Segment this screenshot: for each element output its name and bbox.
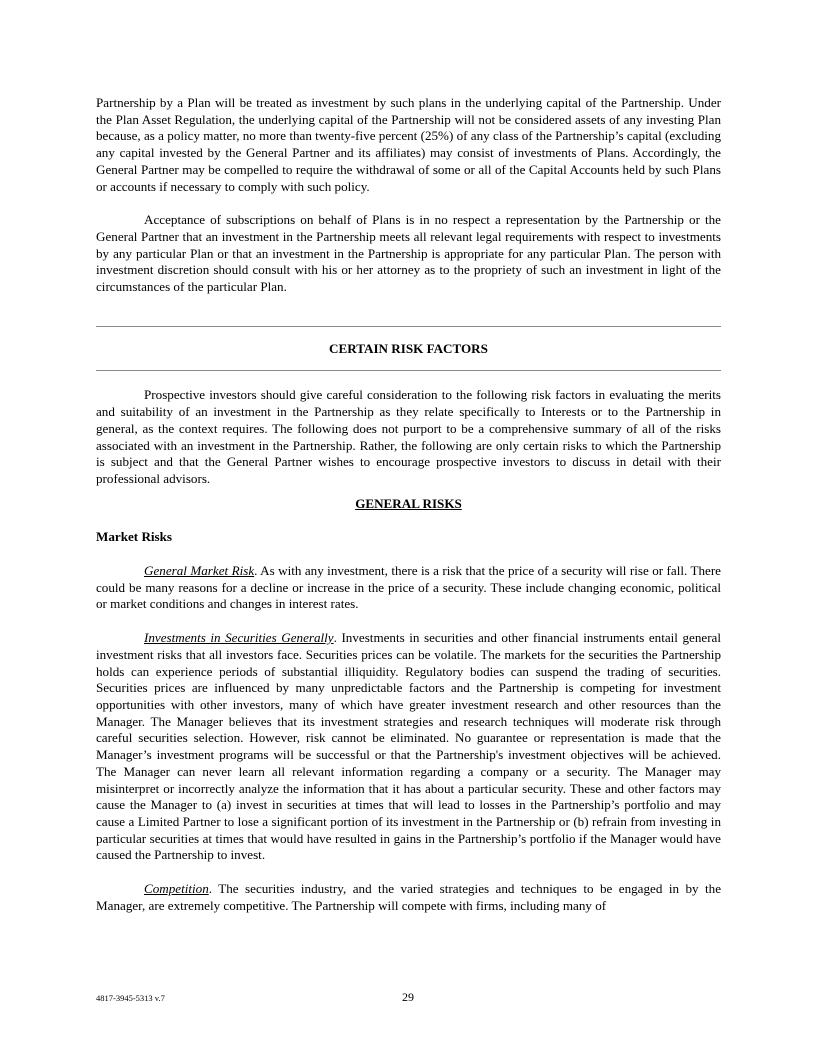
competition-lead: Competition [144, 881, 209, 897]
paragraph-competition [96, 881, 721, 914]
general-risks-heading: GENERAL RISKS [355, 495, 462, 511]
investments-in-securities-text: . Investments in securities and other financial instruments entail general investment risks that all investors face. Securities prices can be volatile. The markets for the securities the Partnership holds can experience periods of substantial illiquidity. Regulatory bodies can suspend the trading of securities. Securities prices are influenced by many unpredictable factors and the Partnership is competing for investment opportunities with other investors, many of which have greater investment research and other resources than the Manager. The Manager believes that its investment strategies and research techniques will moderate risk through careful securities selection. However, risk cannot be eliminated. No guarantee or representation is made that the Manager’s investment programs will be successful or that the Partnership's investment objectives will be achieved. The Manager can never learn all relevant information regarding a company or a security. The Manager may misinterpret or incorrectly analyze the information that it has about a particular security. These and other factors may cause the Manager to (a) invest in securities at times that will lead to losses in the Partnership’s portfolio and may cause a Limited Partner to lose a significant portion of its investment in the Partnership or (b) refrain from investing in particular securities at times that would have resulted in gains in the Partnership’s portfolio if the Manager would have caused the Partnership to invest. [96, 630, 722, 863]
general-market-risk-lead: General Market Risk [144, 563, 255, 579]
general-market-risk-text: . As with any investment, there is a risk that the price of a security will rise or fall. There could be many reasons for a decline or increase in the price of a security. These include changing economic, political or market conditions and changes in interest rates. [96, 563, 721, 612]
paragraph-plan-assets: Partnership by a Plan will be treated as investment by such plans in the underlying capital of the Partnership. Under the Plan Asset Regulation, the underlying capital of the Partnership will not be considered assets of any investing Plan because, as a policy matter, no more than twenty-five percent (25%) of any class of the Partnership’s capital (excluding any capital invested by the General Partner and its affiliates) may consist of investments of Plans. Accordingly, the General Partner may be compelled to require the withdrawal of some or all of the Capital Accounts held by such Plans or accounts if necessary to comply with such policy. [96, 95, 721, 194]
competition-text: . The securities industry, and the varied strategies and techniques to be engaged in by the Manager, are extremely competitive. The Partnership will compete with firms, including many of [96, 881, 721, 913]
document-id: 4817-3945-5313 v.7 [96, 993, 165, 1003]
investments-in-securities-lead: Investments in Securities Generally [144, 630, 334, 646]
paragraph-investments-in-securities [96, 630, 721, 864]
market-risks-heading: Market Risks [96, 529, 173, 545]
page-number: 29 [402, 990, 414, 1004]
paragraph-general-market-risk [96, 563, 721, 613]
paragraph-acceptance: Acceptance of subscriptions on behalf of Plans is in no respect a representation by the Partnership or the General Partner that an investment in the Partnership meets all relevant legal requirements with respect to investments by any particular Plan or that an investment in the Partnership is appropriate for any particular Plan. The person with investment discretion should consult with his or her attorney as to the propriety of such an investment in light of the circumstances of the particular Plan. [96, 212, 721, 295]
risk-factors-heading: CERTAIN RISK FACTORS [329, 340, 488, 356]
paragraph-risk-intro: Prospective investors should give careful consideration to the following risk factors in evaluating the merits and suitability of an investment in the Partnership as they relate specifically to Interests or to the Partnership in general, as the context requires. The following does not purport to be a comprehensive summary of all of the risks associated with an investment in the Partnership. Rather, the following are only certain risks to which the Partnership is subject and that the General Partner wishes to encourage prospective investors to discuss in detail with their professional advisors. [96, 387, 721, 486]
page-body [96, 95, 721, 914]
